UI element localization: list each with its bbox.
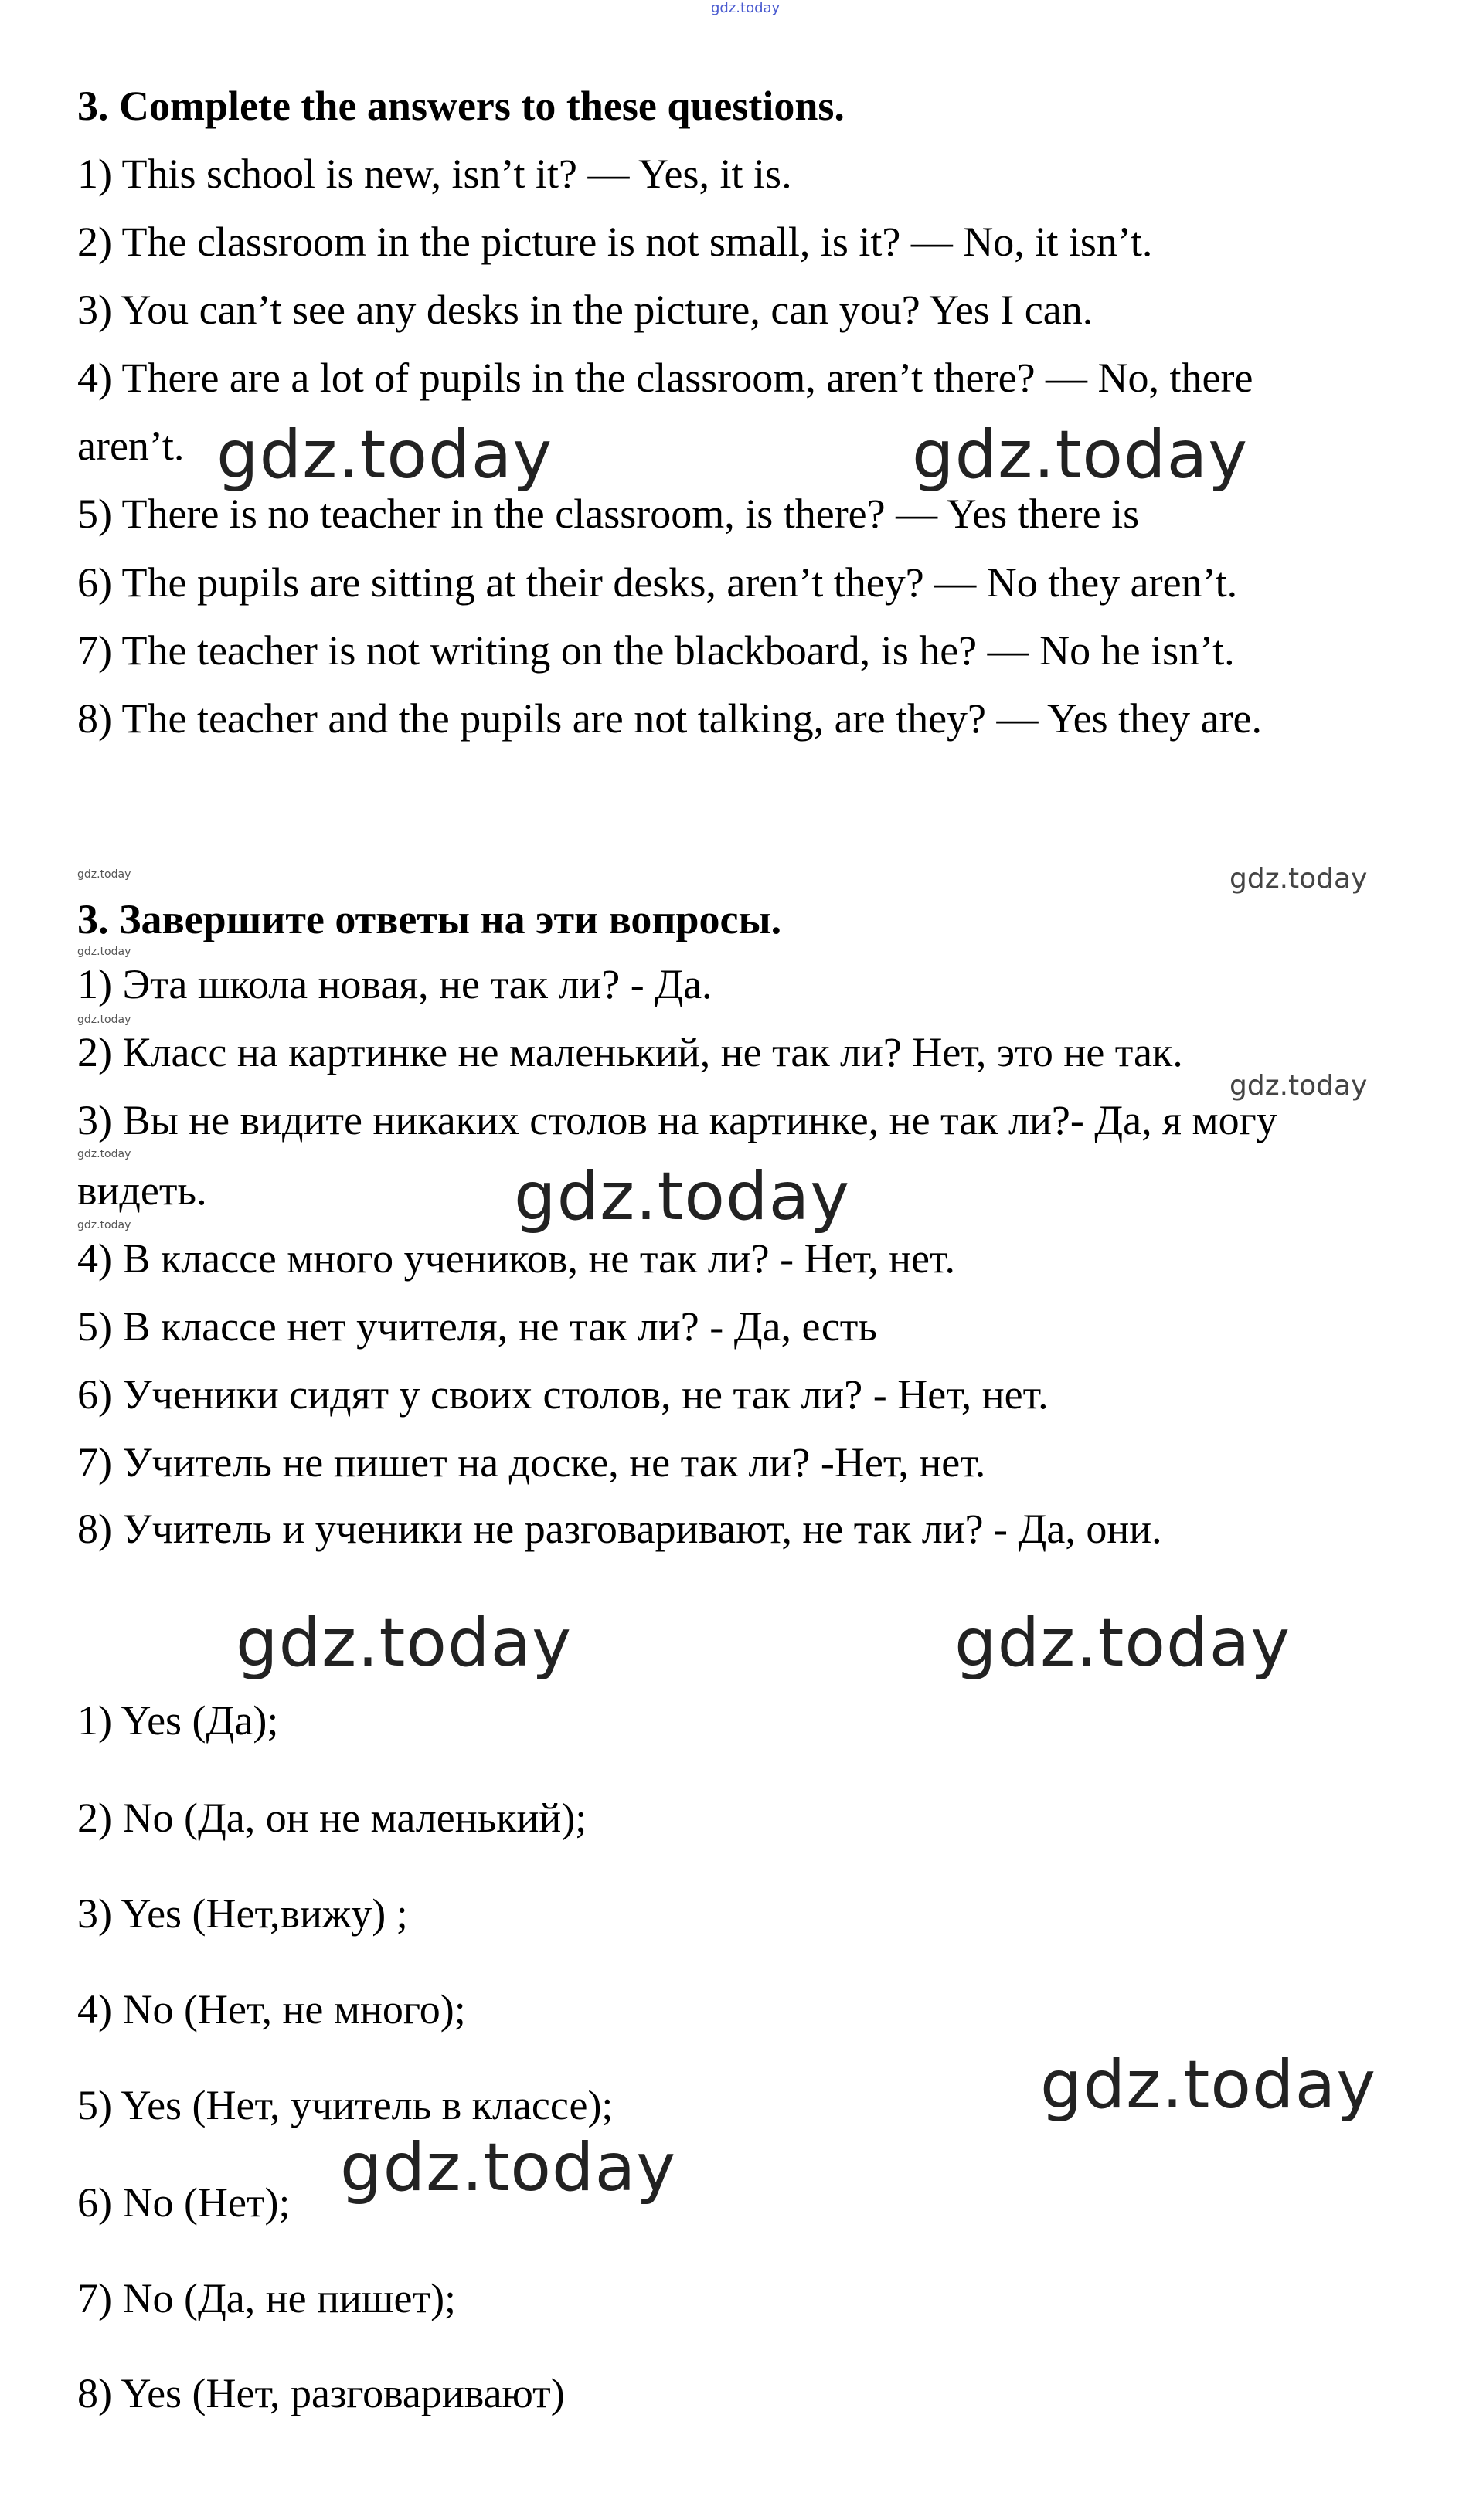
russian-line: 1) Эта школа новая, не так ли? - Да. xyxy=(77,961,712,1007)
russian-line: 5) В классе нет учителя, не так ли? - Да, есть xyxy=(77,1303,878,1350)
watermark: gdz.today xyxy=(954,1605,1291,1682)
watermark: gdz.today xyxy=(340,2129,677,2206)
watermark: gdz.today xyxy=(236,1605,573,1682)
watermark: gdz.today xyxy=(216,416,553,494)
watermark-top: gdz.today xyxy=(711,0,781,16)
english-line: 8) The teacher and the pupils are not talking, are they? — Yes they are. xyxy=(77,695,1262,742)
english-line: 1) This school is new, isn’t it? — Yes, it is. xyxy=(77,151,792,197)
english-line: 6) The pupils are sitting at their desks, aren’t they? — No they aren’t. xyxy=(77,559,1238,606)
russian-heading: 3. Завершите ответы на эти вопросы. xyxy=(77,896,782,942)
watermark-small: gdz.today xyxy=(77,946,131,958)
watermark-small: gdz.today xyxy=(77,1014,131,1026)
watermark-small: gdz.today xyxy=(77,1219,131,1231)
russian-line: 2) Класс на картинке не маленький, не так ли? Нет, это не так. xyxy=(77,1029,1183,1075)
answer-line: 5) Yes (Нет, учитель в классе); xyxy=(77,2082,614,2128)
russian-line: 8) Учитель и ученики не разговаривают, не так ли? - Да, они. xyxy=(77,1506,1162,1552)
russian-line: 3) Вы не видите никаких столов на картинке, не так ли?- Да, я могу xyxy=(77,1097,1277,1143)
english-line: 4) There are a lot of pupils in the classroom, aren’t there? — No, there xyxy=(77,355,1253,401)
english-heading: 3. Complete the answers to these questions. xyxy=(77,83,845,129)
answer-line: 4) No (Нет, не много); xyxy=(77,1986,466,2033)
russian-line: 4) В классе много учеников, не так ли? - Нет, нет. xyxy=(77,1235,956,1282)
watermark-small: gdz.today xyxy=(77,1148,131,1160)
watermark-medium: gdz.today xyxy=(1229,1070,1368,1102)
answer-line: 8) Yes (Нет, разговаривают) xyxy=(77,2370,565,2416)
english-line: aren’t. xyxy=(77,423,185,469)
russian-line: 6) Ученики сидят у своих столов, не так ли? - Нет, нет. xyxy=(77,1371,1049,1418)
watermark: gdz.today xyxy=(912,416,1249,494)
english-line: 2) The classroom in the picture is not small, is it? — No, it isn’t. xyxy=(77,219,1153,265)
english-line: 7) The teacher is not writing on the blackboard, is he? — No he isn’t. xyxy=(77,627,1235,674)
answer-line: 6) No (Нет); xyxy=(77,2179,291,2226)
watermark: gdz.today xyxy=(514,1158,851,1235)
english-line: 3) You can’t see any desks in the picture, can you? Yes I can. xyxy=(77,287,1093,333)
watermark: gdz.today xyxy=(1040,2046,1377,2124)
russian-line: 7) Учитель не пишет на доске, не так ли? -Нет, нет. xyxy=(77,1439,986,1486)
russian-line: видеть. xyxy=(77,1167,207,1214)
answer-line: 7) No (Да, не пишет); xyxy=(77,2275,457,2321)
answer-line: 3) Yes (Нет,вижу) ; xyxy=(77,1890,408,1937)
watermark-small: gdz.today xyxy=(77,868,131,881)
watermark-medium: gdz.today xyxy=(1229,863,1368,895)
answer-line: 1) Yes (Да); xyxy=(77,1697,279,1744)
answer-line: 2) No (Да, он не маленький); xyxy=(77,1795,587,1841)
english-line: 5) There is no teacher in the classroom, is there? — Yes there is xyxy=(77,491,1140,537)
